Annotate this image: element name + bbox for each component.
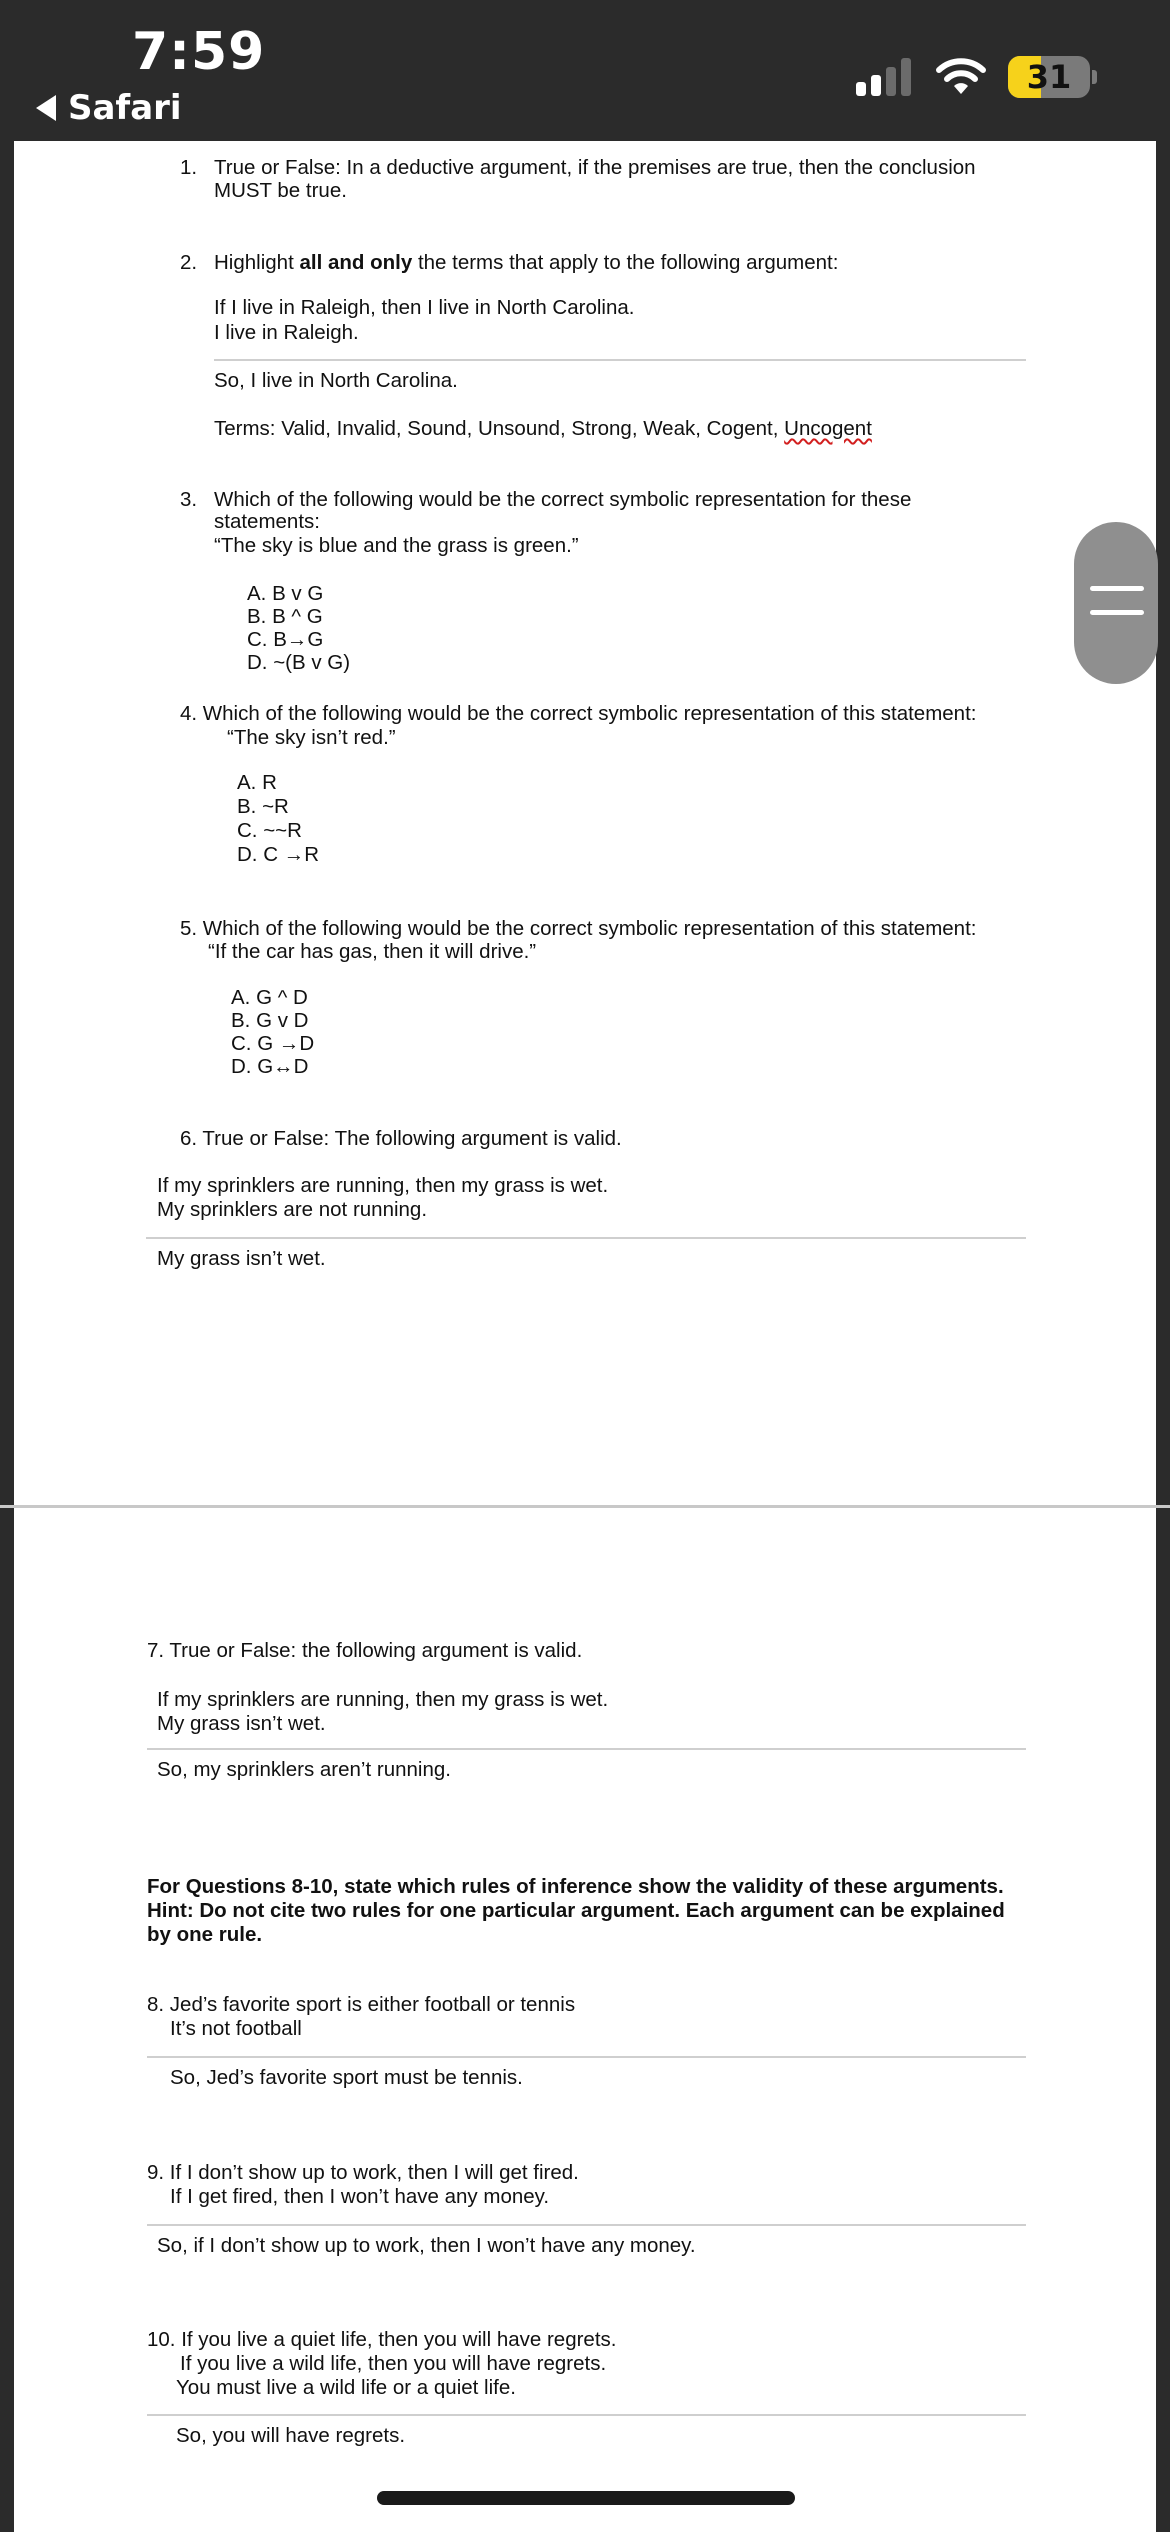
q2-bold: all and only: [299, 251, 413, 274]
q6-conclusion: My grass isn’t wet.: [157, 1247, 326, 1270]
q8-conclusion-rule: [147, 2056, 1026, 2058]
home-indicator[interactable]: [377, 2491, 795, 2505]
q10-conclusion-rule: [147, 2414, 1026, 2416]
q2-prompt: [214, 251, 838, 275]
q10-line3: You must live a wild life or a quiet life.: [176, 2376, 516, 2399]
document-page-1: [14, 141, 1156, 1505]
q4-quote: “The sky isn’t red.”: [227, 726, 396, 749]
q2-prefix: Highlight: [214, 251, 300, 274]
q8-conclusion: So, Jed’s favorite sport must be tennis.: [170, 2066, 523, 2089]
q2-terms: [214, 417, 872, 441]
q2-premise1: If I live in Raleigh, then I live in North Carolina.: [214, 296, 635, 319]
q5-option-d: D. G↔D: [231, 1055, 309, 1078]
q5-option-c: C. G →D: [231, 1032, 315, 1055]
q7-premise1: If my sprinklers are running, then my grass is wet.: [157, 1688, 609, 1711]
document-page-2: [14, 1508, 1156, 2532]
q3-option-b: B. B ^ G: [247, 605, 323, 628]
q10-line1: 10. If you live a quiet life, then you will have regrets.: [147, 2328, 617, 2351]
q5-option-a: A. G ^ D: [231, 986, 308, 1009]
battery-icon: [1008, 56, 1090, 98]
q10-conclusion: So, you will have regrets.: [176, 2424, 406, 2447]
q2-premise2: I live in Raleigh.: [214, 321, 359, 344]
q4-option-a: A. R: [237, 771, 277, 794]
q6-line1: 6. True or False: The following argument is valid.: [180, 1127, 622, 1150]
q3-line1: Which of the following would be the correct symbolic representation for these: [214, 488, 912, 511]
scroll-thumb[interactable]: [1074, 522, 1158, 684]
q6-conclusion-rule: [146, 1237, 1026, 1239]
q9-conclusion: So, if I don’t show up to work, then I won’t have any money.: [157, 2234, 696, 2257]
q2-conclusion-rule: [214, 359, 1026, 361]
q5-option-b: B. G v D: [231, 1009, 309, 1032]
back-label: Safari: [68, 88, 182, 128]
q4-line1: 4. Which of the following would be the correct symbolic representation of this statement:: [180, 702, 977, 725]
signal-icon: [856, 58, 914, 96]
q9-line2: If I get fired, then I won’t have any money.: [170, 2185, 550, 2208]
q4-option-c: C. ~~R: [237, 819, 302, 842]
q3-option-d: D. ~(B v G): [247, 651, 351, 674]
q7-line1: 7. True or False: the following argument is valid.: [147, 1639, 583, 1662]
q1-line1: True or False: In a deductive argument, if the premises are true, then the conclusion: [214, 156, 976, 179]
q7-premise2: My grass isn’t wet.: [157, 1712, 326, 1735]
q3-quote: “The sky is blue and the grass is green.”: [214, 534, 579, 557]
status-time: 7:59: [132, 22, 266, 82]
wifi-icon: [935, 56, 987, 96]
instructions-line3: by one rule.: [147, 1923, 263, 1946]
q6-premise2: My sprinklers are not running.: [157, 1198, 428, 1221]
grip-line-icon: [1090, 586, 1144, 591]
q9-line1: 9. If I don’t show up to work, then I will get fired.: [147, 2161, 579, 2184]
battery-level: 31: [1026, 58, 1072, 96]
q5-quote: “If the car has gas, then it will drive.”: [208, 940, 537, 963]
status-bar: [0, 0, 1170, 140]
q3-option-a: A. B v G: [247, 582, 324, 605]
q7-conclusion: So, my sprinklers aren’t running.: [157, 1758, 451, 1781]
instructions-line1: For Questions 8-10, state which rules of inference show the validity of these arguments.: [147, 1875, 1004, 1898]
q7-conclusion-rule: [147, 1748, 1026, 1750]
back-arrow-icon: [36, 95, 56, 121]
q3-line2: statements:: [214, 510, 320, 533]
q8-line2: It’s not football: [170, 2017, 302, 2040]
q1-number: 1.: [180, 156, 198, 179]
q2-number: 2.: [180, 251, 198, 274]
instructions-line2: Hint: Do not cite two rules for one particular argument. Each argument can be explained: [147, 1899, 1005, 1922]
q3-number: 3.: [180, 488, 198, 511]
q6-premise1: If my sprinklers are running, then my grass is wet.: [157, 1174, 609, 1197]
q2-suffix: the terms that apply to the following argument:: [412, 251, 839, 274]
q2-terms-uncogent: Uncogent: [784, 417, 872, 440]
q4-option-b: B. ~R: [237, 795, 289, 818]
q1-line2: MUST be true.: [214, 179, 347, 202]
q10-line2: If you live a wild life, then you will have regrets.: [180, 2352, 607, 2375]
q2-terms-prefix: Terms: Valid, Invalid, Sound, Unsound, Strong, Weak, Cogent,: [214, 417, 785, 440]
q8-line1: 8. Jed’s favorite sport is either football or tennis: [147, 1993, 576, 2016]
grip-line-icon: [1090, 610, 1144, 615]
q9-conclusion-rule: [147, 2224, 1026, 2226]
q2-conclusion: So, I live in North Carolina.: [214, 369, 458, 392]
battery-tip: [1092, 70, 1097, 84]
q4-option-d: D. C →R: [237, 843, 319, 866]
q3-option-c: C. B→G: [247, 628, 324, 651]
back-to-safari-button[interactable]: [36, 88, 182, 128]
q5-line1: 5. Which of the following would be the correct symbolic representation of this statement:: [180, 917, 977, 940]
